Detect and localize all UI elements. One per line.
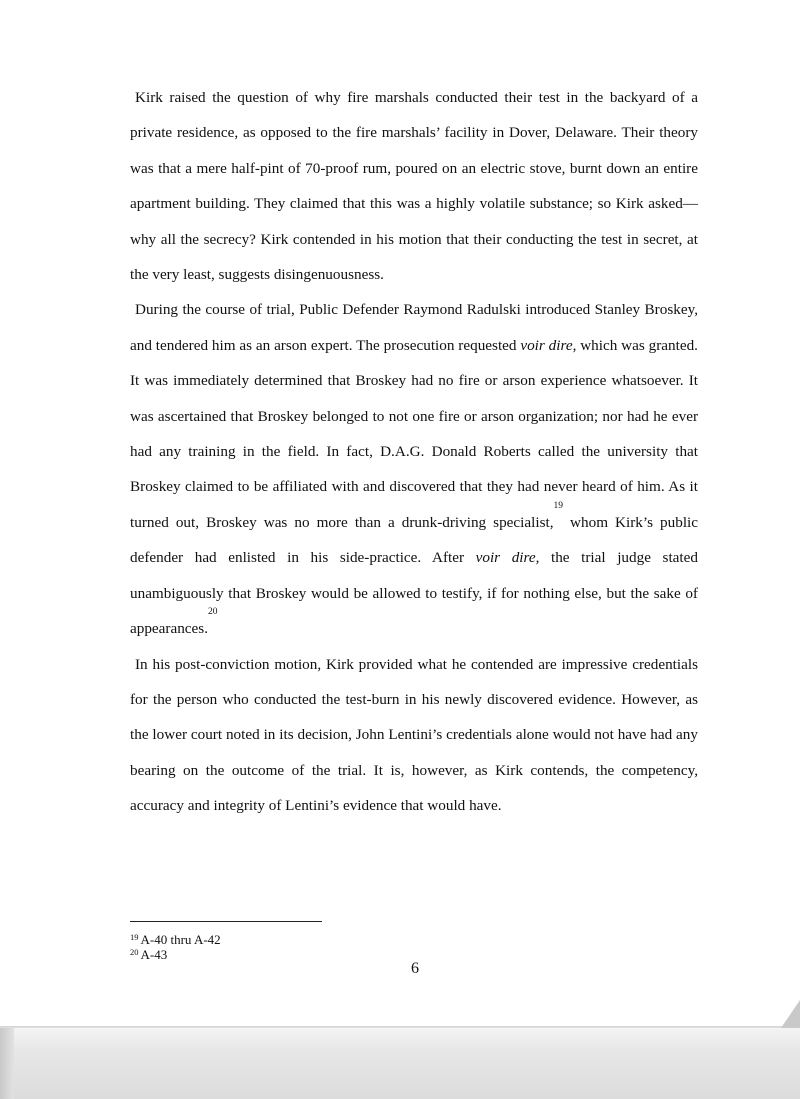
body-text — [130, 80, 698, 824]
page-number: 6 — [411, 960, 419, 977]
footnotes — [130, 932, 430, 962]
paragraph-2-text-3: whom Kirk’s public defender had enlisted in his side-practice. After — [130, 513, 698, 567]
paragraph-2 — [130, 292, 698, 646]
footnote-19 — [130, 932, 430, 947]
paragraph-2-text-1: During the course of trial, Public Defender Raymond Radulski introduced Stanley Broskey, and tendered him as an arson expert. The prosecution requested — [130, 301, 698, 354]
footnote-20 — [130, 947, 430, 962]
scan-bottom-margin — [0, 1028, 800, 1099]
paragraph-3 — [130, 647, 698, 824]
footnote-mark: 19 — [130, 932, 139, 942]
page-corner-fold — [781, 1000, 800, 1028]
footnote-ref-19: 19 — [553, 500, 563, 511]
paragraph-3-text: In his post-conviction motion, Kirk provided what he contended are impressive credentials for the person who conducted the test-burn in his newly discovered evidence. However, as the lower court noted in its decision, John Lentini’s credentials alone would not have had any bearing on the outcome of the trial. It is, however, as Kirk contends, the competency, accuracy and integrity of Lentini’s evidence that would have. — [130, 655, 698, 815]
footnote-text: A-40 thru A-42 — [140, 932, 221, 947]
voir-dire-italic-1: voir dire — [520, 336, 573, 354]
paragraph-2-text-2: , which was granted. It was immediately determined that Broskey had no fire or arson experience whatsoever. It was ascertained that Broskey belonged to not one fire or arson organization; nor had he ever had any training in the field. In fact, D.A.G. Donald Roberts called the university that Broskey claimed to be affiliated with and discovered that they had never heard of him. As it turned out, Broskey was no more than a drunk-driving specialist, — [130, 336, 698, 531]
footnote-ref-20: 20 — [208, 607, 218, 618]
footnote-text: A-43 — [140, 947, 168, 962]
footnote-mark: 20 — [130, 947, 139, 957]
paragraph-2-text-4: , the trial judge stated unambiguously that Broskey would be allowed to testify, if for nothing else, but the sake of appearances. — [130, 549, 698, 638]
paragraph-1-text: Kirk raised the question of why fire marshals conducted their test in the backyard of a private residence, as opposed to the fire marshals’ facility in Dover, Delaware. Their theory was that a mere half-pint of 70-proof rum, poured on an electric stove, burnt down an entire apartment building. They claimed that this was a highly volatile substance; so Kirk asked—why all the secrecy? Kirk contended in his motion that their conducting the test in secret, at the very least, suggests disingenuousness. — [130, 89, 698, 284]
paragraph-1 — [130, 80, 698, 292]
footnote-separator — [130, 921, 322, 922]
scan-left-shadow — [0, 1028, 14, 1099]
voir-dire-italic-2: voir dire — [475, 549, 536, 567]
